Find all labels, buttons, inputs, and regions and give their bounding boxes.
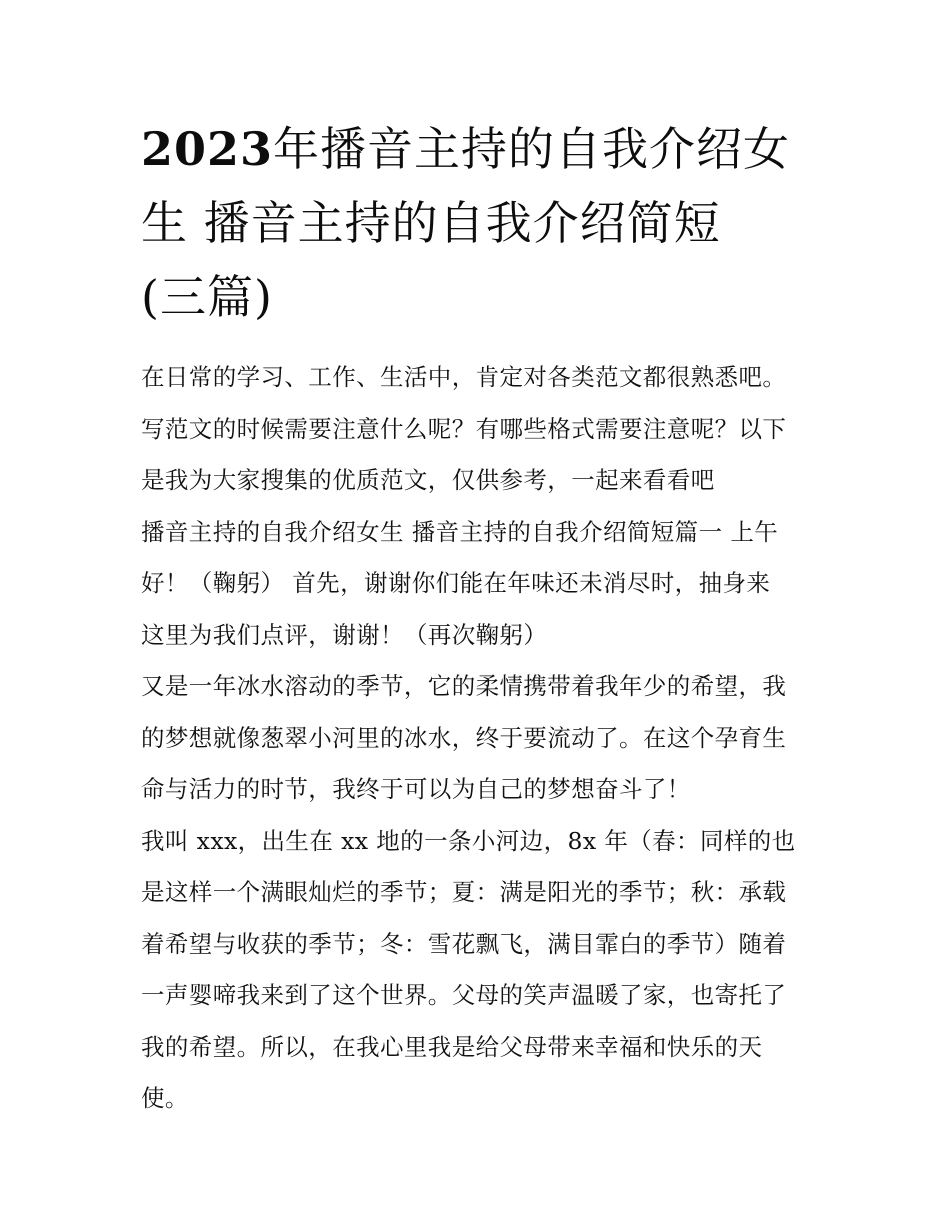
text-line: 又是一年冰水溶动的季节，它的柔情携带着我年少的希望，我	[141, 672, 787, 700]
text-line: 一声婴啼我来到了这个世界。父母的笑声温暖了家，也寄托了	[141, 981, 787, 1009]
title-line-1: 年播音主持的自我介绍女	[273, 122, 791, 176]
text-line: 好！（鞠躬） 首先，谢谢你们能在年味还未消尽时，抽身来	[141, 569, 771, 597]
document-title	[141, 112, 821, 334]
text-line: 是我为大家搜集的优质范文，仅供参考，一起来看看吧	[141, 466, 715, 494]
title-line-3: (三篇)	[141, 270, 273, 324]
text-line: 播音主持的自我介绍女生 播音主持的自我介绍简短篇一 上午	[141, 517, 779, 546]
text-line: 的梦想就像葱翠小河里的冰水，终于要流动了。在这个孕育生	[141, 723, 787, 752]
text-line: 这里为我们点评，谢谢！（再次鞠躬）	[141, 620, 548, 649]
text-line: 我的希望。所以，在我心里我是给父母带来幸福和快乐的天	[141, 1032, 763, 1061]
text-line: 使。	[141, 1084, 189, 1112]
text-line: 我叫 xxx，出生在 xx 地的一条小河边，8x 年（春：同样的也	[141, 826, 796, 855]
text-line: 在日常的学习、工作、生活中，肯定对各类范文都很熟悉吧。	[141, 363, 787, 391]
text-line: 着希望与收获的季节；冬：雪花飘飞，满目霏白的季节）随着	[141, 929, 787, 958]
text-line: 命与活力的时节，我终于可以为自己的梦想奋斗了！	[141, 775, 691, 803]
text-line: 写范文的时候需要注意什么呢？有哪些格式需要注意呢？以下	[141, 414, 787, 443]
document-body	[141, 352, 821, 1125]
text-line: 是这样一个满眼灿烂的季节；夏：满是阳光的季节；秋：承载	[141, 878, 787, 906]
title-year: 2023	[141, 122, 274, 176]
title-line-2: 生 播音主持的自我介绍简短	[141, 196, 721, 250]
